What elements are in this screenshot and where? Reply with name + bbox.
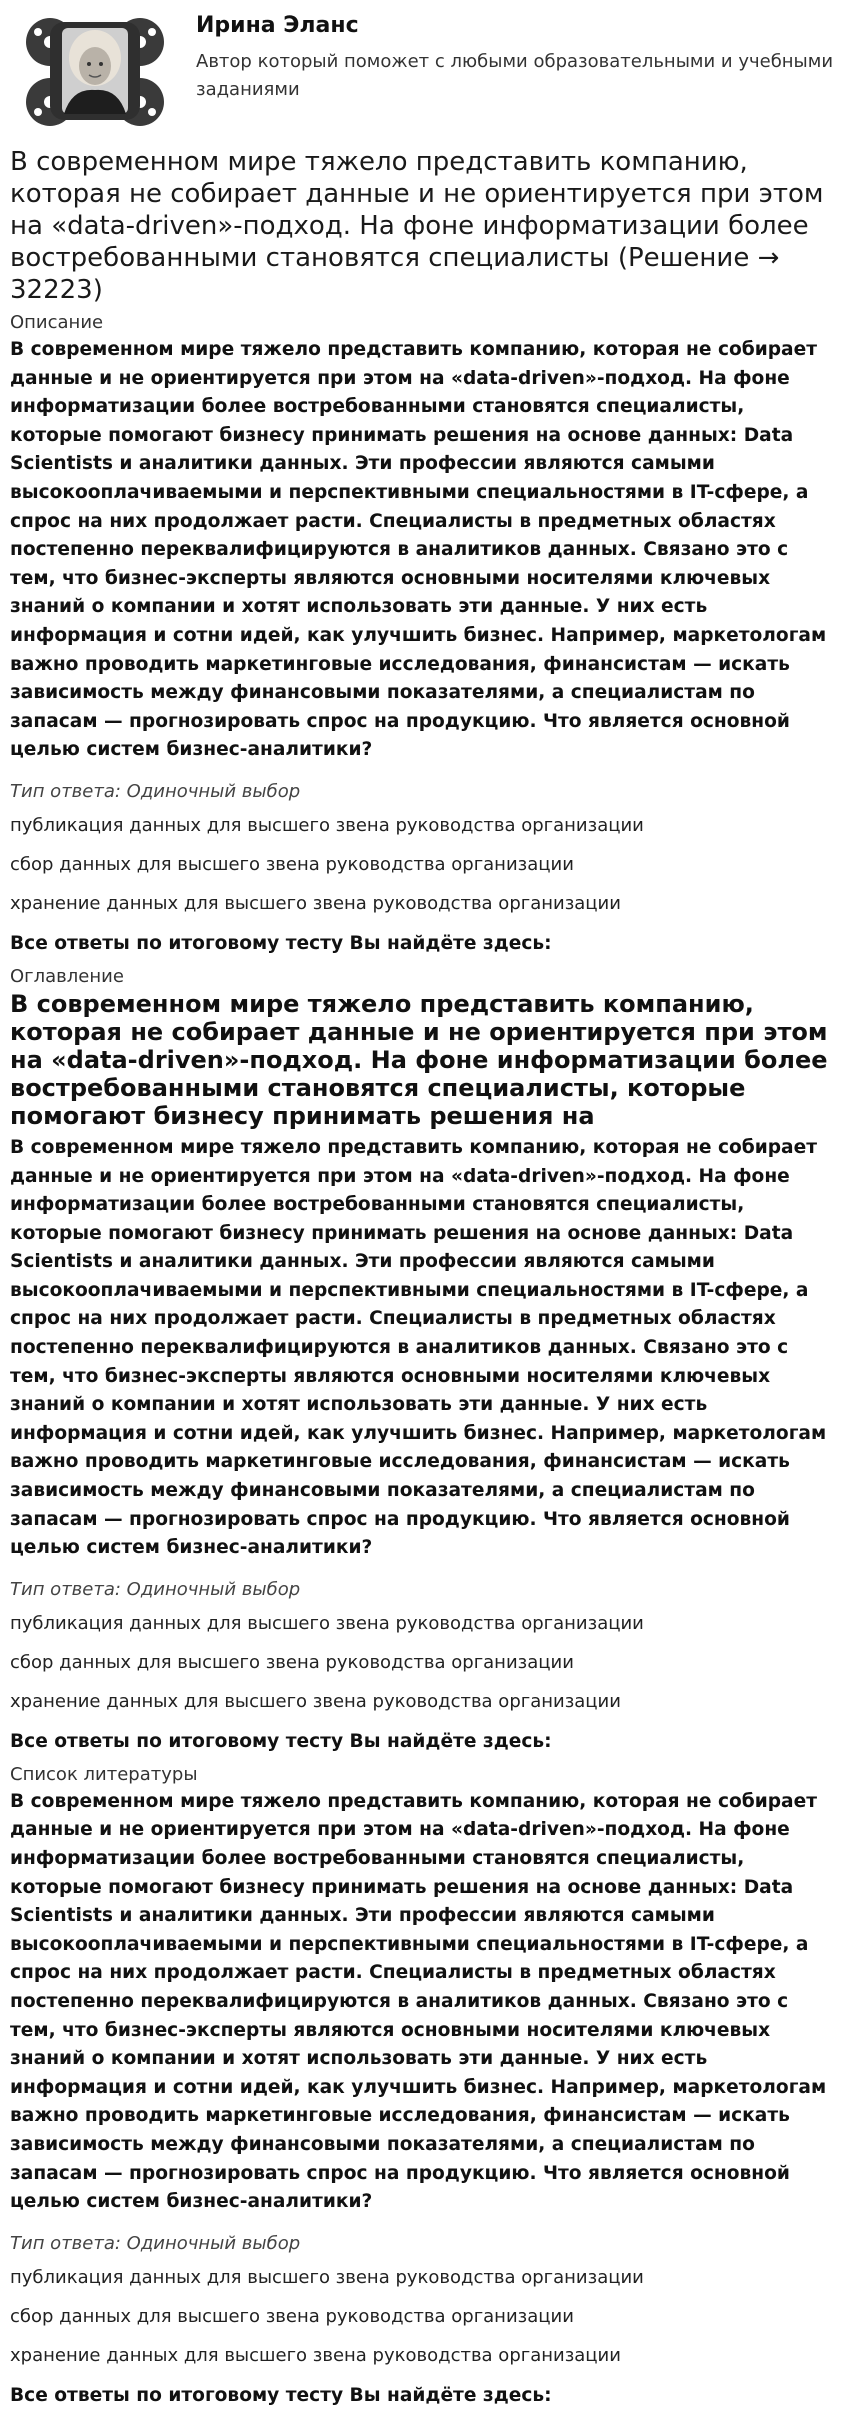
answer-type: Тип ответа: Одиночный выбор [10,780,301,802]
answer-option: хранение данных для высшего звена руководства организации [10,2344,621,2366]
answer-type: Тип ответа: Одиночный выбор [10,1578,301,1600]
all-answers-text: Все ответы по итоговому тесту Вы найдёте здесь: [10,2384,552,2406]
answer-option: сбор данных для высшего звена руководства организации [10,2305,574,2327]
answer-option: сбор данных для высшего звена руководства организации [10,853,574,875]
answer-option: публикация данных для высшего звена руководства организации [10,2266,644,2288]
answer-option: публикация данных для высшего звена руководства организации [10,1612,644,1634]
toc-heading: В современном мире тяжело представить компанию, которая не собирает данные и не ориентируется при этом на «data-driven»-подход. На фоне информатизации более востребованными становятся специалисты, которые помогают бизнесу принимать решения на [10,989,828,1130]
avatar-film-frame-icon [20,12,170,130]
author-description: Автор который поможет с любыми образовательными и учебными заданиями [196,51,834,100]
answer-type: Тип ответа: Одиночный выбор [10,2232,301,2254]
answer-option: публикация данных для высшего звена руководства организации [10,814,644,836]
avatar[interactable] [20,12,170,130]
author-card [10,0,837,140]
description-section [10,310,837,958]
page-title: В современном мире тяжело представить компанию, которая не собирает данные и не ориентируется при этом на «data-driven»-подход. На фоне информатизации более востребованными становятся специалисты (Решение → 32223) [10,147,824,305]
answer-option: хранение данных для высшего звена руководства организации [10,892,621,914]
answer-option: хранение данных для высшего звена руководства организации [10,1690,621,1712]
answer-option: сбор данных для высшего звена руководства организации [10,1651,574,1673]
all-answers-text: Все ответы по итоговому тесту Вы найдёте здесь: [10,932,552,954]
question-text: В современном мире тяжело представить компанию, которая не собирает данные и не ориентируется при этом на «data-driven»-подход. На фоне информатизации более востребованными становятся специалисты, которые помогают бизнесу принимать решения на основе данных: Data Scientists и аналитики данных. Эти профессии являются самыми высокооплачиваемыми и перспективными специальностями в IT-сфере, а спрос на них продолжает расти. Специалисты в предметных областях постепенно переквалифицируются в аналитиков данных. Связано это с тем, что бизнес-эксперты являются основными носителями ключевых знаний о компании и хотят использовать эти данные. У них есть информация и сотни идей, как улучшить бизнес. Например, маркетологам важно проводить маркетинговые исследования, финансистам — искать зависимость между финансовыми показателями, а специалистам по запасам — прогнозировать спрос на продукцию. Что является основной целью систем бизнес-аналитики? [10,1136,827,1559]
toc-section [10,964,837,1756]
all-answers-text: Все ответы по итоговому тесту Вы найдёте здесь: [10,1730,552,1752]
question-text: В современном мире тяжело представить компанию, которая не собирает данные и не ориентируется при этом на «data-driven»-подход. На фоне информатизации более востребованными становятся специалисты, которые помогают бизнесу принимать решения на основе данных: Data Scientists и аналитики данных. Эти профессии являются самыми высокооплачиваемыми и перспективными специальностями в IT-сфере, а спрос на них продолжает расти. Специалисты в предметных областях постепенно переквалифицируются в аналитиков данных. Связано это с тем, что бизнес-эксперты являются основными носителями ключевых знаний о компании и хотят использовать эти данные. У них есть информация и сотни идей, как улучшить бизнес. Например, маркетологам важно проводить маркетинговые исследования, финансистам — искать зависимость между финансовыми показателями, а специалистам по запасам — прогнозировать спрос на продукцию. Что является основной целью систем бизнес-аналитики? [10,339,827,761]
section-label-description: Описание [10,312,104,333]
bibliography-section [10,1762,837,2410]
author-name[interactable]: Ирина Эланс [196,13,359,38]
section-label-toc: Оглавление [10,965,124,987]
author-info [196,10,836,104]
question-text: В современном мире тяжело представить компанию, которая не собирает данные и не ориентируется при этом на «data-driven»-подход. На фоне информатизации более востребованными становятся специалисты, которые помогают бизнесу принимать решения на основе данных: Data Scientists и аналитики данных. Эти профессии являются самыми высокооплачиваемыми и перспективными специальностями в IT-сфере, а спрос на них продолжает расти. Специалисты в предметных областях постепенно переквалифицируются в аналитиков данных. Связано это с тем, что бизнес-эксперты являются основными носителями ключевых знаний о компании и хотят использовать эти данные. У них есть информация и сотни идей, как улучшить бизнес. Например, маркетологам важно проводить маркетинговые исследования, финансистам — искать зависимость между финансовыми показателями, а специалистам по запасам — прогнозировать спрос на продукцию. Что является основной целью систем бизнес-аналитики? [10,1790,827,2213]
section-label-bibliography: Список литературы [10,1763,198,1785]
